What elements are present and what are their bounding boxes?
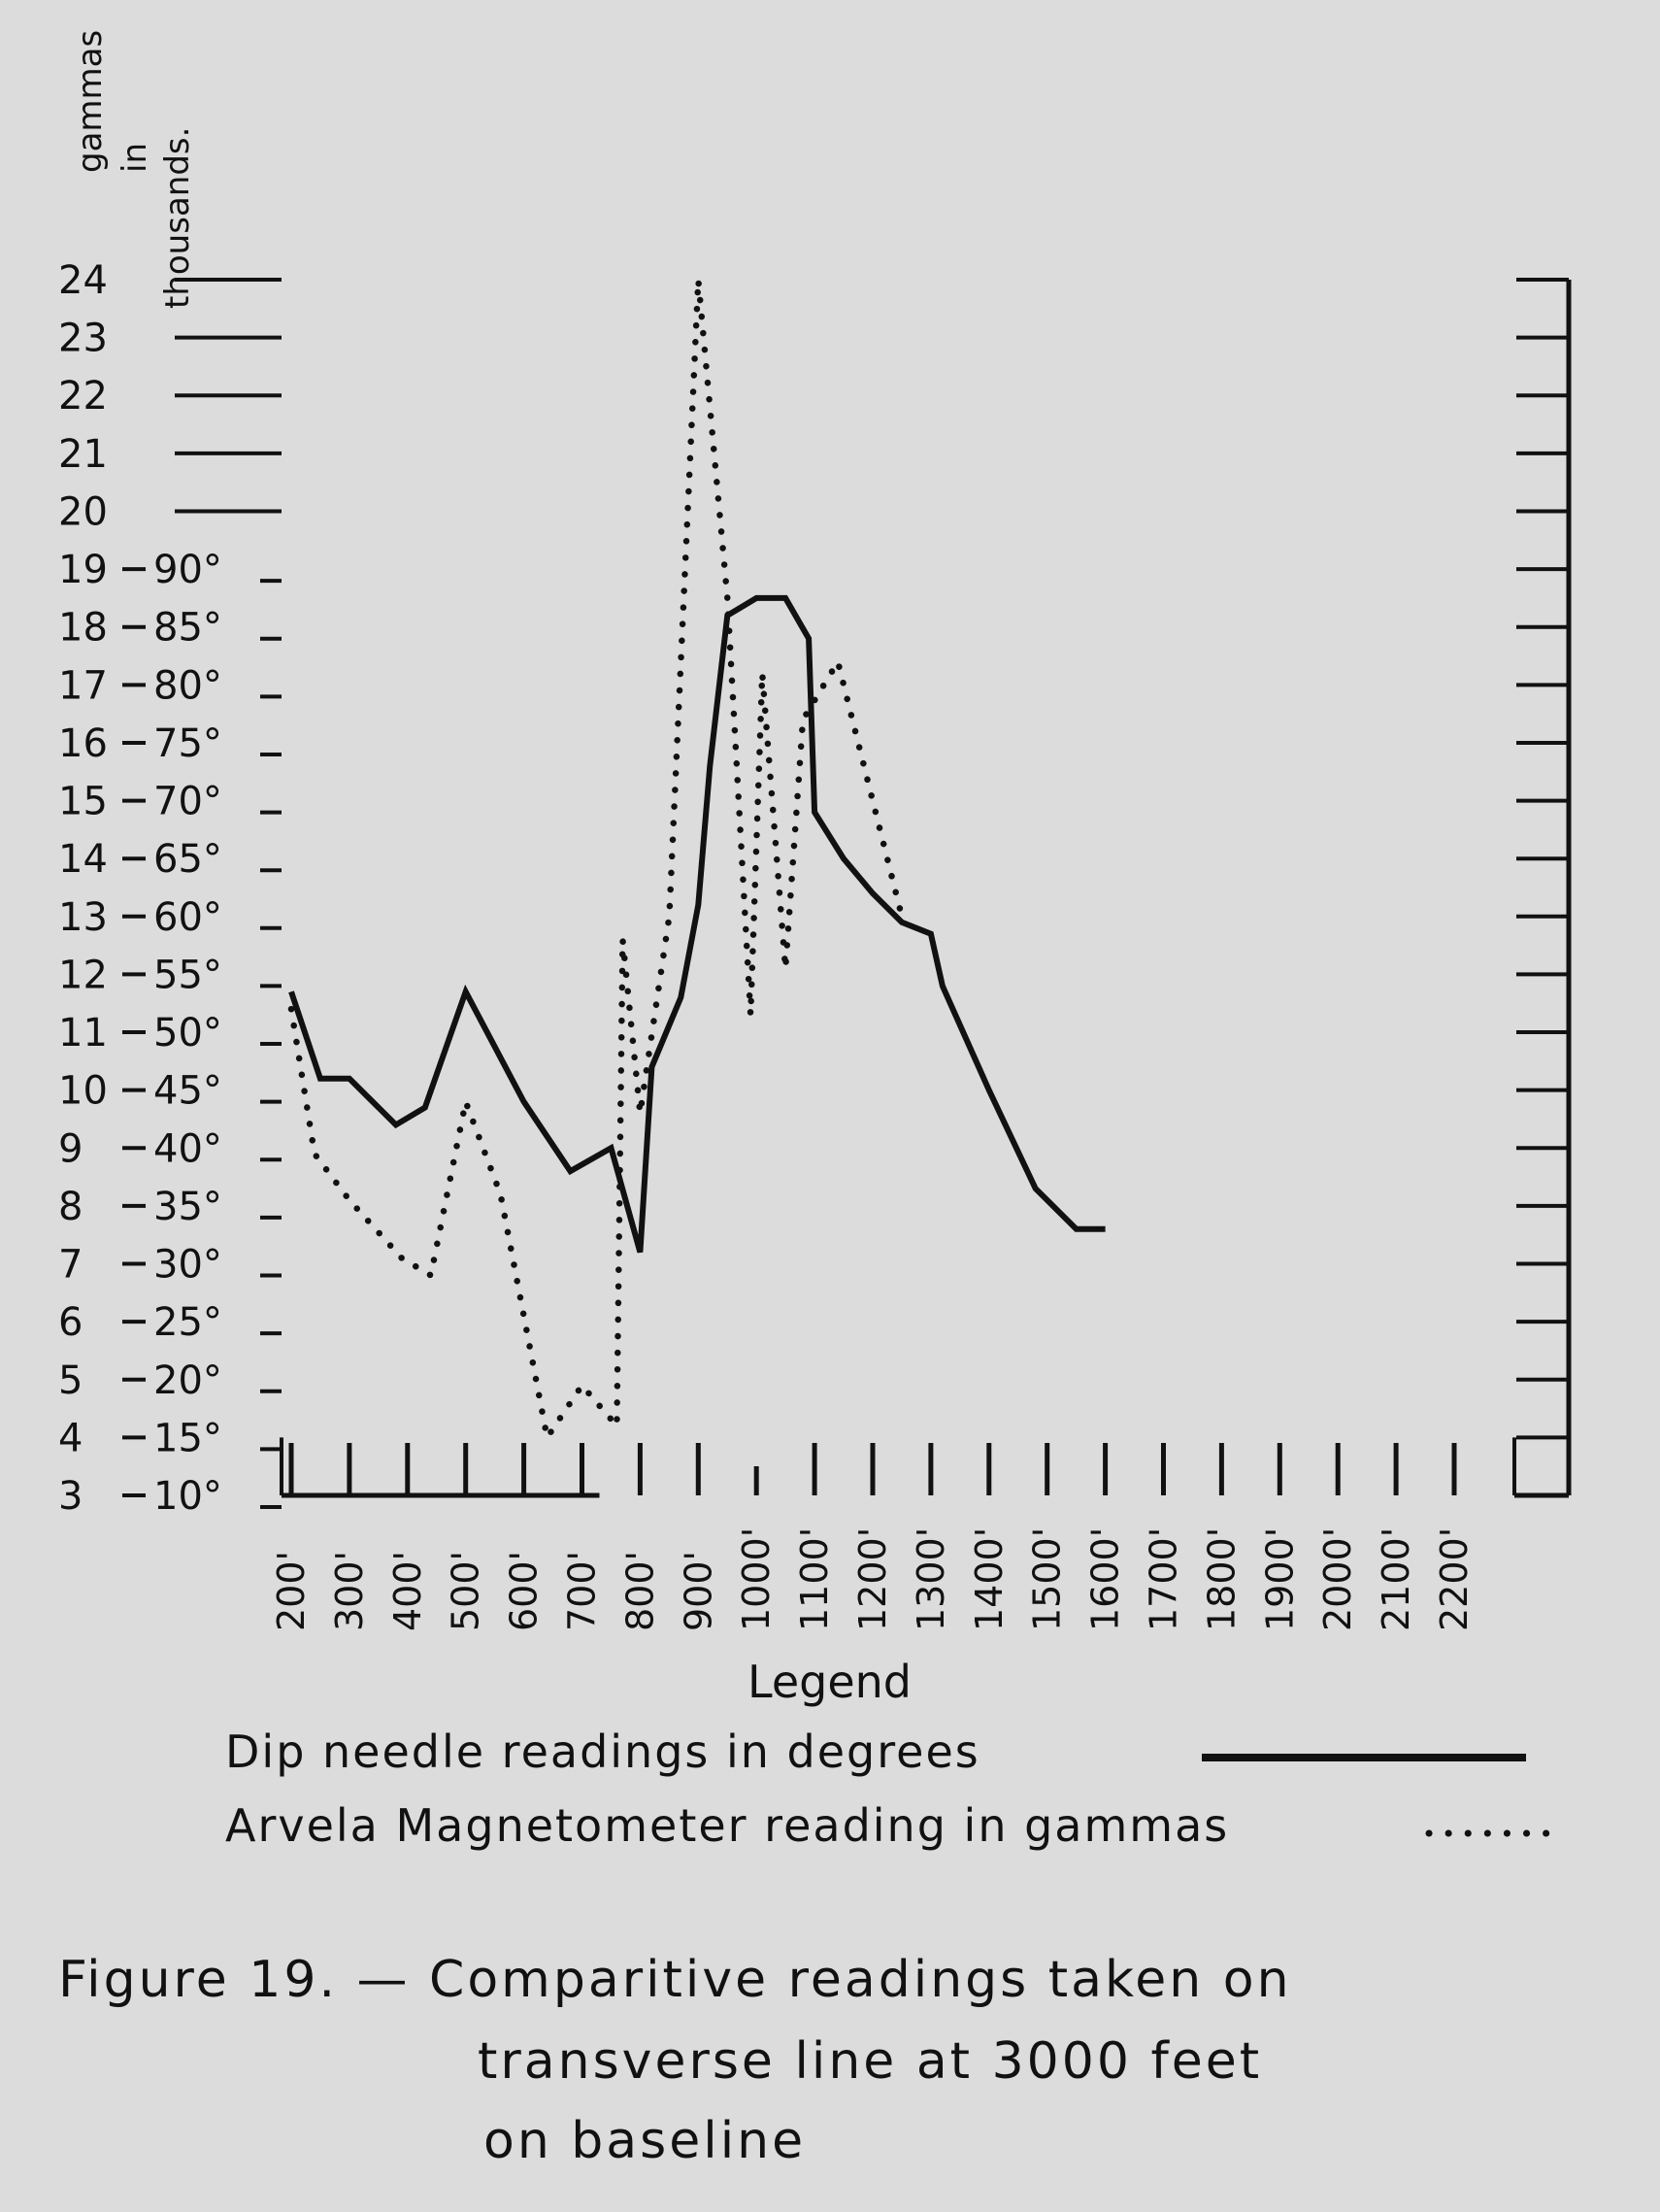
gamma-tick-label: 14 (58, 837, 108, 883)
gamma-tick-label: 10 (58, 1068, 108, 1114)
caption-line-3: on baseline (483, 2112, 807, 2170)
legend-entry-arvela: Arvela Magnetometer reading in gammas (225, 1799, 1230, 1852)
degree-tick-label: 80° (153, 663, 222, 709)
degree-tick-label: 15° (153, 1416, 222, 1461)
x-tick-label: 1200' (851, 1526, 894, 1631)
gamma-tick-label: 22 (58, 374, 108, 419)
gamma-tick-label: 23 (58, 316, 108, 361)
gamma-tick-label: 12 (58, 953, 108, 998)
gamma-tick-label: 15 (58, 779, 108, 824)
degree-tick-label: 10° (153, 1474, 222, 1519)
gamma-tick-label: 21 (58, 431, 108, 477)
gamma-tick-label: 9 (58, 1126, 83, 1172)
series-line-arvela (291, 280, 902, 1437)
x-tick-label: 600' (502, 1551, 546, 1631)
x-tick-label: 800' (618, 1551, 662, 1631)
x-tick-label: 400' (385, 1551, 429, 1631)
degree-axis (153, 548, 282, 1519)
x-tick-label: 2200' (1433, 1526, 1476, 1631)
x-tick-label: 1700' (1142, 1526, 1185, 1631)
x-tick-label: 1100' (793, 1526, 837, 1631)
series-line-dip-needle (291, 598, 1106, 1253)
right-axis (1514, 280, 1569, 1495)
gamma-tick-label: 17 (58, 663, 108, 709)
gamma-tick-label: 13 (58, 894, 108, 940)
x-tick-label: 500' (444, 1551, 487, 1631)
degree-tick-label: 55° (153, 953, 222, 998)
degree-tick-label: 65° (153, 837, 222, 883)
degree-tick-label: 45° (153, 1068, 222, 1114)
x-tick-label: 1300' (909, 1526, 952, 1631)
gamma-tick-label: 18 (58, 605, 108, 651)
degree-tick-label: 35° (153, 1184, 222, 1229)
gamma-tick-label: 19 (58, 548, 108, 593)
legend (225, 1656, 1553, 1852)
degree-tick-label: 90° (153, 548, 222, 593)
degree-tick-label: 85° (153, 605, 222, 651)
legend-title: Legend (747, 1656, 912, 1708)
x-tick-label: 1500' (1025, 1526, 1069, 1631)
gamma-tick-label: 8 (58, 1184, 83, 1229)
series-layer (291, 280, 1106, 1437)
degree-tick-label: 75° (153, 721, 222, 766)
x-axis (270, 1443, 1476, 1631)
degree-tick-label: 50° (153, 1011, 222, 1056)
x-tick-label: 700' (560, 1551, 604, 1631)
gamma-tick-label: 24 (58, 258, 108, 303)
degree-tick-label: 30° (153, 1242, 222, 1288)
degree-tick-label: 40° (153, 1126, 222, 1172)
x-tick-label: 1900' (1258, 1526, 1302, 1631)
gamma-tick-label: 7 (58, 1242, 83, 1288)
x-tick-label: 1600' (1083, 1526, 1127, 1631)
gamma-tick-label: 3 (58, 1474, 83, 1519)
degree-tick-label: 70° (153, 779, 222, 824)
unit-label-line-1: gammas (71, 29, 110, 173)
unit-label-line-2: in (116, 143, 154, 173)
unit-label-line-3: thousands. (158, 126, 197, 309)
x-tick-label: 2000' (1316, 1526, 1360, 1631)
gamma-tick-label: 11 (58, 1011, 108, 1056)
caption-line-1: Figure 19. — Comparitive readings taken on (58, 1951, 1292, 2009)
figure-caption (58, 1951, 1292, 2170)
x-tick-label: 1000' (735, 1526, 779, 1631)
degree-tick-label: 20° (153, 1357, 222, 1403)
gamma-tick-label: 4 (58, 1416, 83, 1461)
gamma-tick-label: 20 (58, 489, 108, 535)
legend-entry-dip-needle: Dip needle readings in degrees (225, 1726, 980, 1778)
x-tick-label: 300' (327, 1551, 371, 1631)
degree-tick-label: 25° (153, 1300, 222, 1346)
gamma-tick-label: 5 (58, 1357, 83, 1403)
x-tick-label: 900' (677, 1551, 720, 1631)
gamma-tick-label: 16 (58, 721, 108, 766)
x-tick-label: 1800' (1200, 1526, 1244, 1631)
degree-tick-label: 60° (153, 894, 222, 940)
gamma-tick-label: 6 (58, 1300, 83, 1346)
caption-line-2: transverse line at 3000 feet (478, 2032, 1263, 2091)
x-tick-label: 2100' (1375, 1526, 1418, 1631)
x-tick-label: 200' (270, 1551, 313, 1631)
x-tick-label: 1400' (967, 1526, 1011, 1631)
